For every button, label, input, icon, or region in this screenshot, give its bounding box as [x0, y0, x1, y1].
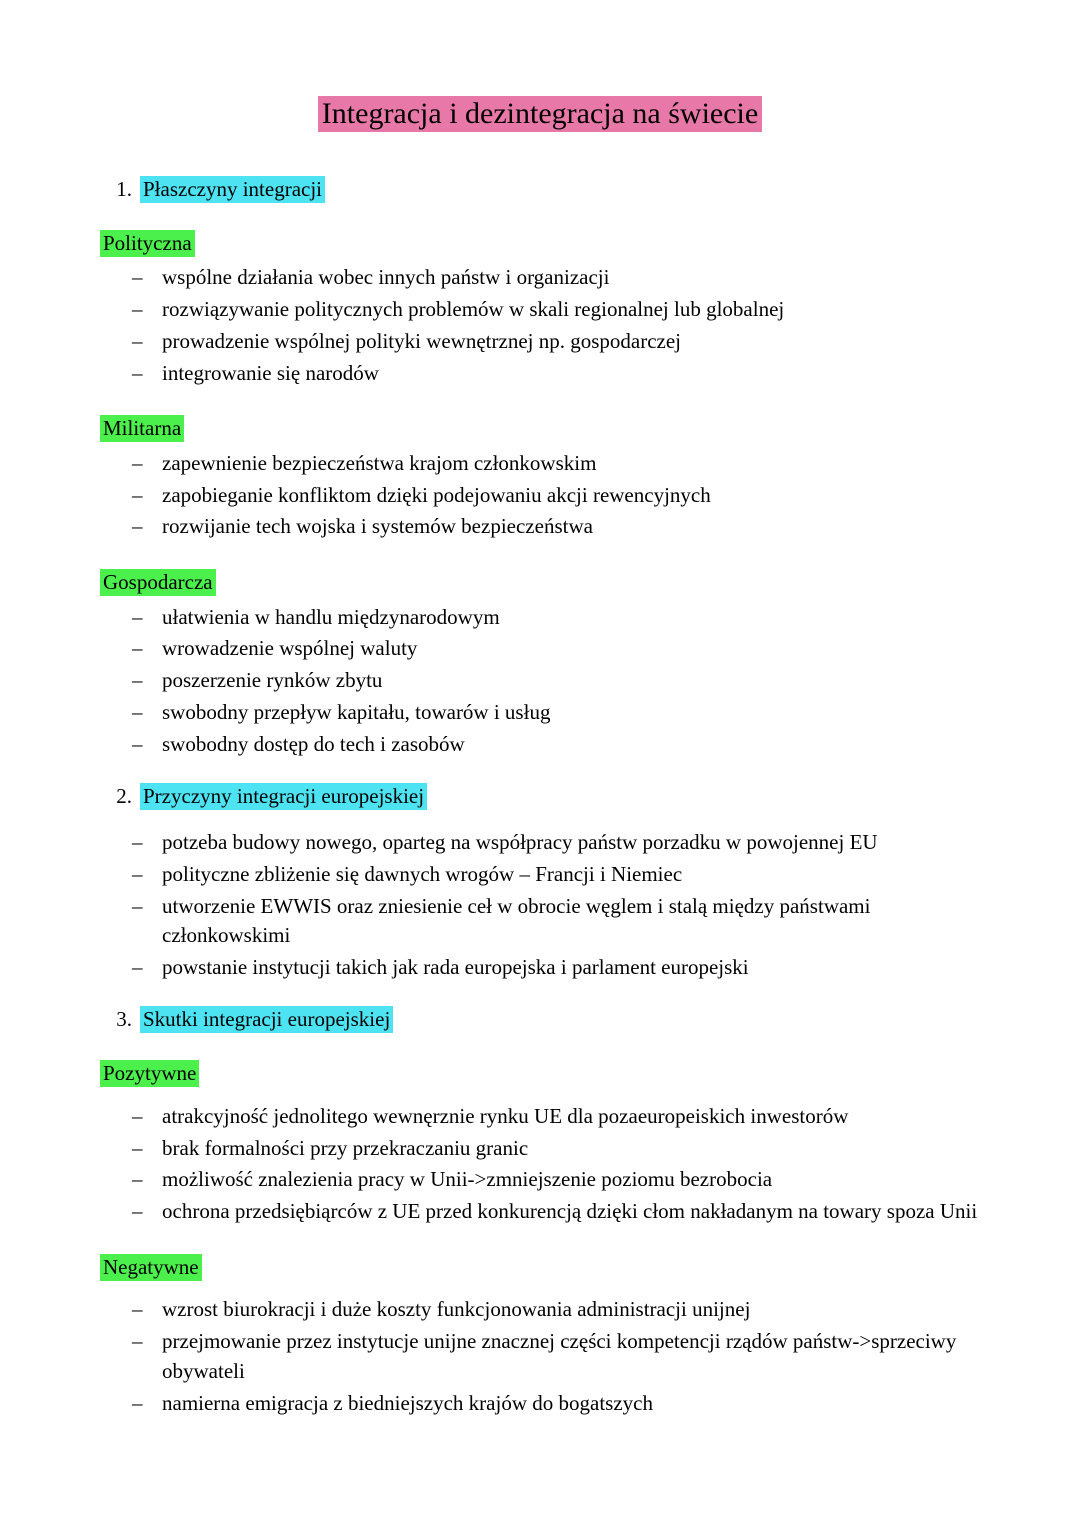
dash-marker: – [132, 297, 143, 321]
section-number-2: 2. [116, 783, 132, 808]
list-item-text: prowadzenie wspólnej polityki wewnętrznej np. gospodarczej [162, 328, 682, 353]
list-item [100, 449, 980, 479]
list-negatywne [100, 1295, 980, 1418]
subsection-label-militarna: Militarna [100, 414, 980, 442]
list-item [100, 634, 980, 664]
list-item-text: przejmowanie przez instytucje unijne znacznej części kompetencji rządów państw->sprzeciwy obywateli [162, 1329, 957, 1383]
dash-marker: – [132, 893, 143, 918]
spacer [100, 1094, 980, 1102]
list-militarna [100, 449, 980, 542]
page-title [100, 95, 980, 133]
subsection-label-gospodarcza: Gospodarcza [100, 568, 980, 596]
spacer [100, 820, 980, 828]
dash-marker: – [132, 450, 143, 475]
list-item-text: możliwość znalezienia pracy w Unii->zmniejszenie poziomu bezrobocia [162, 1167, 773, 1192]
list-item-text: atrakcyjność jednolitego wewnęrznie rynku UE dla pozaeuropeiskich inwestorów [162, 1103, 849, 1128]
dash-marker: – [132, 668, 143, 693]
dash-marker: – [132, 1103, 143, 1128]
subsection-label-negatywne: Negatywne [100, 1253, 980, 1281]
list-item [100, 828, 980, 858]
list-item-text: powstanie instytucji takich jak rada europejska i parlament europejski [162, 955, 749, 980]
section-title-1: Płaszczyny integracji [140, 176, 325, 203]
page-title-text: Integracja i dezintegracja na świecie [318, 96, 762, 132]
list-item-text: wspólne działania wobec innych państw i organizacji [162, 265, 610, 290]
dash-marker: – [132, 700, 143, 724]
dash-marker: – [132, 1329, 143, 1354]
section-heading-1 [100, 175, 980, 203]
list-item [100, 1389, 980, 1419]
section-title-3: Skutki integracji europejskiej [140, 1006, 393, 1033]
list-przyczyny [100, 828, 980, 983]
section-heading-2 [100, 782, 980, 810]
subsection-label-polityczna: Polityczna [100, 229, 980, 257]
list-item-text: rozwijanie tech wojska i systemów bezpieczeństwa [162, 514, 593, 539]
list-item-text: swobodny przepływ kapitału, towarów i usług [162, 700, 551, 724]
list-item [100, 860, 980, 890]
list-item [100, 698, 980, 728]
list-item [100, 730, 980, 760]
dash-marker: – [132, 1199, 143, 1224]
list-pozytywne [100, 1102, 980, 1227]
dash-marker: – [132, 636, 143, 661]
list-item [100, 892, 980, 952]
section-number-1: 1. [116, 176, 132, 201]
list-item [100, 359, 980, 389]
dash-marker: – [132, 482, 143, 507]
list-item [100, 1327, 980, 1387]
dash-marker: – [132, 514, 143, 539]
list-item-text: potzeba budowy nowego, oparteg na współpracy państw porzadku w powojennej EU [162, 829, 878, 854]
list-item [100, 481, 980, 511]
list-item [100, 1102, 980, 1132]
list-item [100, 512, 980, 542]
list-item [100, 1134, 980, 1164]
list-item-text: rozwiązywanie politycznych problemów w skali regionalnej lub globalnej [162, 297, 785, 321]
list-item [100, 953, 980, 983]
list-item [100, 1295, 980, 1325]
list-item-text: integrowanie się narodów [162, 360, 379, 385]
list-item-text: swobodny dostęp do tech i zasobów [162, 731, 465, 756]
list-item-text: poszerzenie rynków zbytu [162, 668, 383, 693]
list-item [100, 603, 980, 633]
list-item [100, 1197, 980, 1227]
list-gospodarcza [100, 603, 980, 760]
section-heading-3 [100, 1005, 980, 1033]
spacer [100, 1287, 980, 1295]
dash-marker: – [132, 1297, 143, 1322]
dash-marker: – [132, 829, 143, 854]
list-item-text: brak formalności przy przekraczaniu granic [162, 1135, 529, 1160]
list-item [100, 1165, 980, 1195]
list-item-text: namierna emigracja z biedniejszych krajów do bogatszych [162, 1390, 653, 1415]
dash-marker: – [132, 328, 143, 353]
spacer [100, 764, 980, 782]
list-item [100, 666, 980, 696]
list-item [100, 263, 980, 293]
outline-list [100, 175, 980, 1419]
dash-marker: – [132, 360, 143, 385]
dash-marker: – [132, 604, 143, 629]
list-polityczna [100, 263, 980, 388]
dash-marker: – [132, 1135, 143, 1160]
subsection-label-pozytywne: Pozytywne [100, 1059, 980, 1087]
list-item-text: polityczne zbliżenie się dawnych wrogów – Francji i Niemiec [162, 861, 683, 886]
list-item-text: zapewnienie bezpieczeństwa krajom członkowskim [162, 450, 597, 475]
dash-marker: – [132, 1167, 143, 1192]
list-item [100, 295, 980, 325]
section-title-2: Przyczyny integracji europejskiej [140, 783, 427, 810]
list-item-text: ułatwienia w handlu międzynarodowym [162, 604, 500, 629]
section-number-3: 3. [116, 1007, 132, 1032]
list-item-text: zapobieganie konfliktom dzięki podejowaniu akcji rewencyjnych [162, 482, 711, 507]
list-item-text: ochrona przedsiębiąrców z UE przed konkurencją dzięki cłom nakładanym na towary spoza Unii [162, 1199, 978, 1224]
dash-marker: – [132, 731, 143, 756]
list-item-text: wrowadzenie wspólnej waluty [162, 636, 418, 661]
dash-marker: – [132, 861, 143, 886]
dash-marker: – [132, 1390, 143, 1415]
list-item-text: wzrost biurokracji i duże koszty funkcjonowania administracji unijnej [162, 1297, 751, 1322]
dash-marker: – [132, 265, 143, 290]
list-item-text: utworzenie EWWIS oraz zniesienie ceł w obrocie węglem i stalą między państwami członkowskimi [162, 893, 871, 948]
list-item [100, 327, 980, 357]
spacer [100, 987, 980, 1005]
dash-marker: – [132, 955, 143, 980]
